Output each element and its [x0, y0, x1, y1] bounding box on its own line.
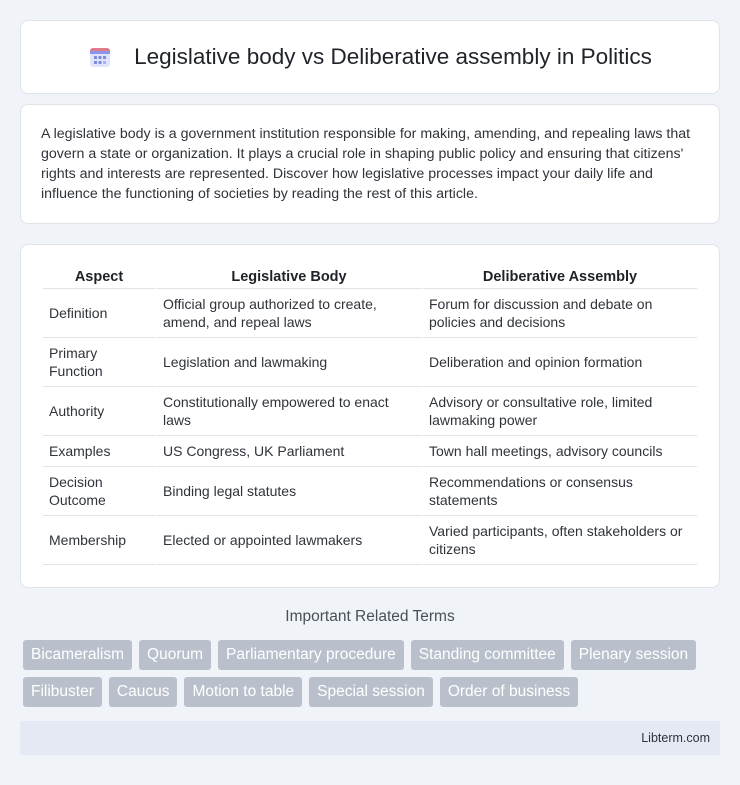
row-deliberative: Deliberation and opinion formation	[423, 338, 697, 387]
row-legislative: Binding legal statutes	[157, 467, 423, 516]
row-deliberative: Forum for discussion and debate on policies and decisions	[423, 289, 697, 338]
tag-plenary-session[interactable]: Plenary session	[571, 640, 696, 670]
row-deliberative: Town hall meetings, advisory councils	[423, 436, 697, 467]
table-row	[43, 467, 697, 516]
row-legislative: Elected or appointed lawmakers	[157, 516, 423, 565]
footer-site-link[interactable]: Libterm.com	[641, 731, 710, 745]
row-aspect: Definition	[43, 289, 157, 338]
row-aspect: Authority	[43, 387, 157, 436]
title-card	[20, 20, 720, 94]
tag-caucus[interactable]: Caucus	[109, 677, 178, 707]
tag-bicameralism[interactable]: Bicameralism	[23, 640, 132, 670]
comparison-table-card	[20, 244, 720, 588]
header-legislative-body: Legislative Body	[157, 265, 423, 289]
intro-card	[20, 104, 720, 224]
row-legislative: Legislation and lawmaking	[157, 338, 423, 387]
tag-motion-to-table[interactable]: Motion to table	[184, 677, 302, 707]
page-title: Legislative body vs Deliberative assembly in Politics	[134, 44, 652, 69]
tag-row	[23, 640, 723, 670]
tag-row	[23, 677, 723, 707]
row-aspect: Decision Outcome	[43, 467, 157, 516]
header-deliberative-assembly: Deliberative Assembly	[423, 265, 697, 289]
tag-standing-committee[interactable]: Standing committee	[411, 640, 564, 670]
tag-special-session[interactable]: Special session	[309, 677, 433, 707]
row-aspect: Examples	[43, 436, 157, 467]
row-aspect: Primary Function	[43, 338, 157, 387]
row-deliberative: Varied participants, often stakeholders or citizens	[423, 516, 697, 565]
tag-filibuster[interactable]: Filibuster	[23, 677, 102, 707]
row-legislative: Official group authorized to create, amend, and repeal laws	[157, 289, 423, 338]
tag-order-of-business[interactable]: Order of business	[440, 677, 578, 707]
header-aspect: Aspect	[43, 265, 157, 289]
row-deliberative: Recommendations or consensus statements	[423, 467, 697, 516]
table-header-row	[43, 265, 697, 289]
table-row	[43, 436, 697, 467]
tag-parliamentary-procedure[interactable]: Parliamentary procedure	[218, 640, 404, 670]
table-row	[43, 387, 697, 436]
row-aspect: Membership	[43, 516, 157, 565]
table-row	[43, 516, 697, 565]
row-legislative: US Congress, UK Parliament	[157, 436, 423, 467]
intro-text: A legislative body is a government institution responsible for making, amending, and repealing laws that govern a state or organization. It plays a crucial role in shaping public policy and ensuring that citizens' rights and interests are represented. Discover how legislative processes impact your daily life and influence the functioning of societies by reading the rest of this article.	[41, 126, 691, 202]
row-legislative: Constitutionally empowered to enact laws	[157, 387, 423, 436]
tag-quorum[interactable]: Quorum	[139, 640, 211, 670]
related-terms-title: Important Related Terms	[285, 608, 455, 625]
table-row	[43, 289, 697, 338]
related-terms-tags	[23, 640, 723, 714]
comparison-table	[43, 265, 697, 565]
table-row	[43, 338, 697, 387]
calendar-icon	[88, 45, 112, 69]
footer	[20, 721, 720, 755]
row-deliberative: Advisory or consultative role, limited lawmaking power	[423, 387, 697, 436]
